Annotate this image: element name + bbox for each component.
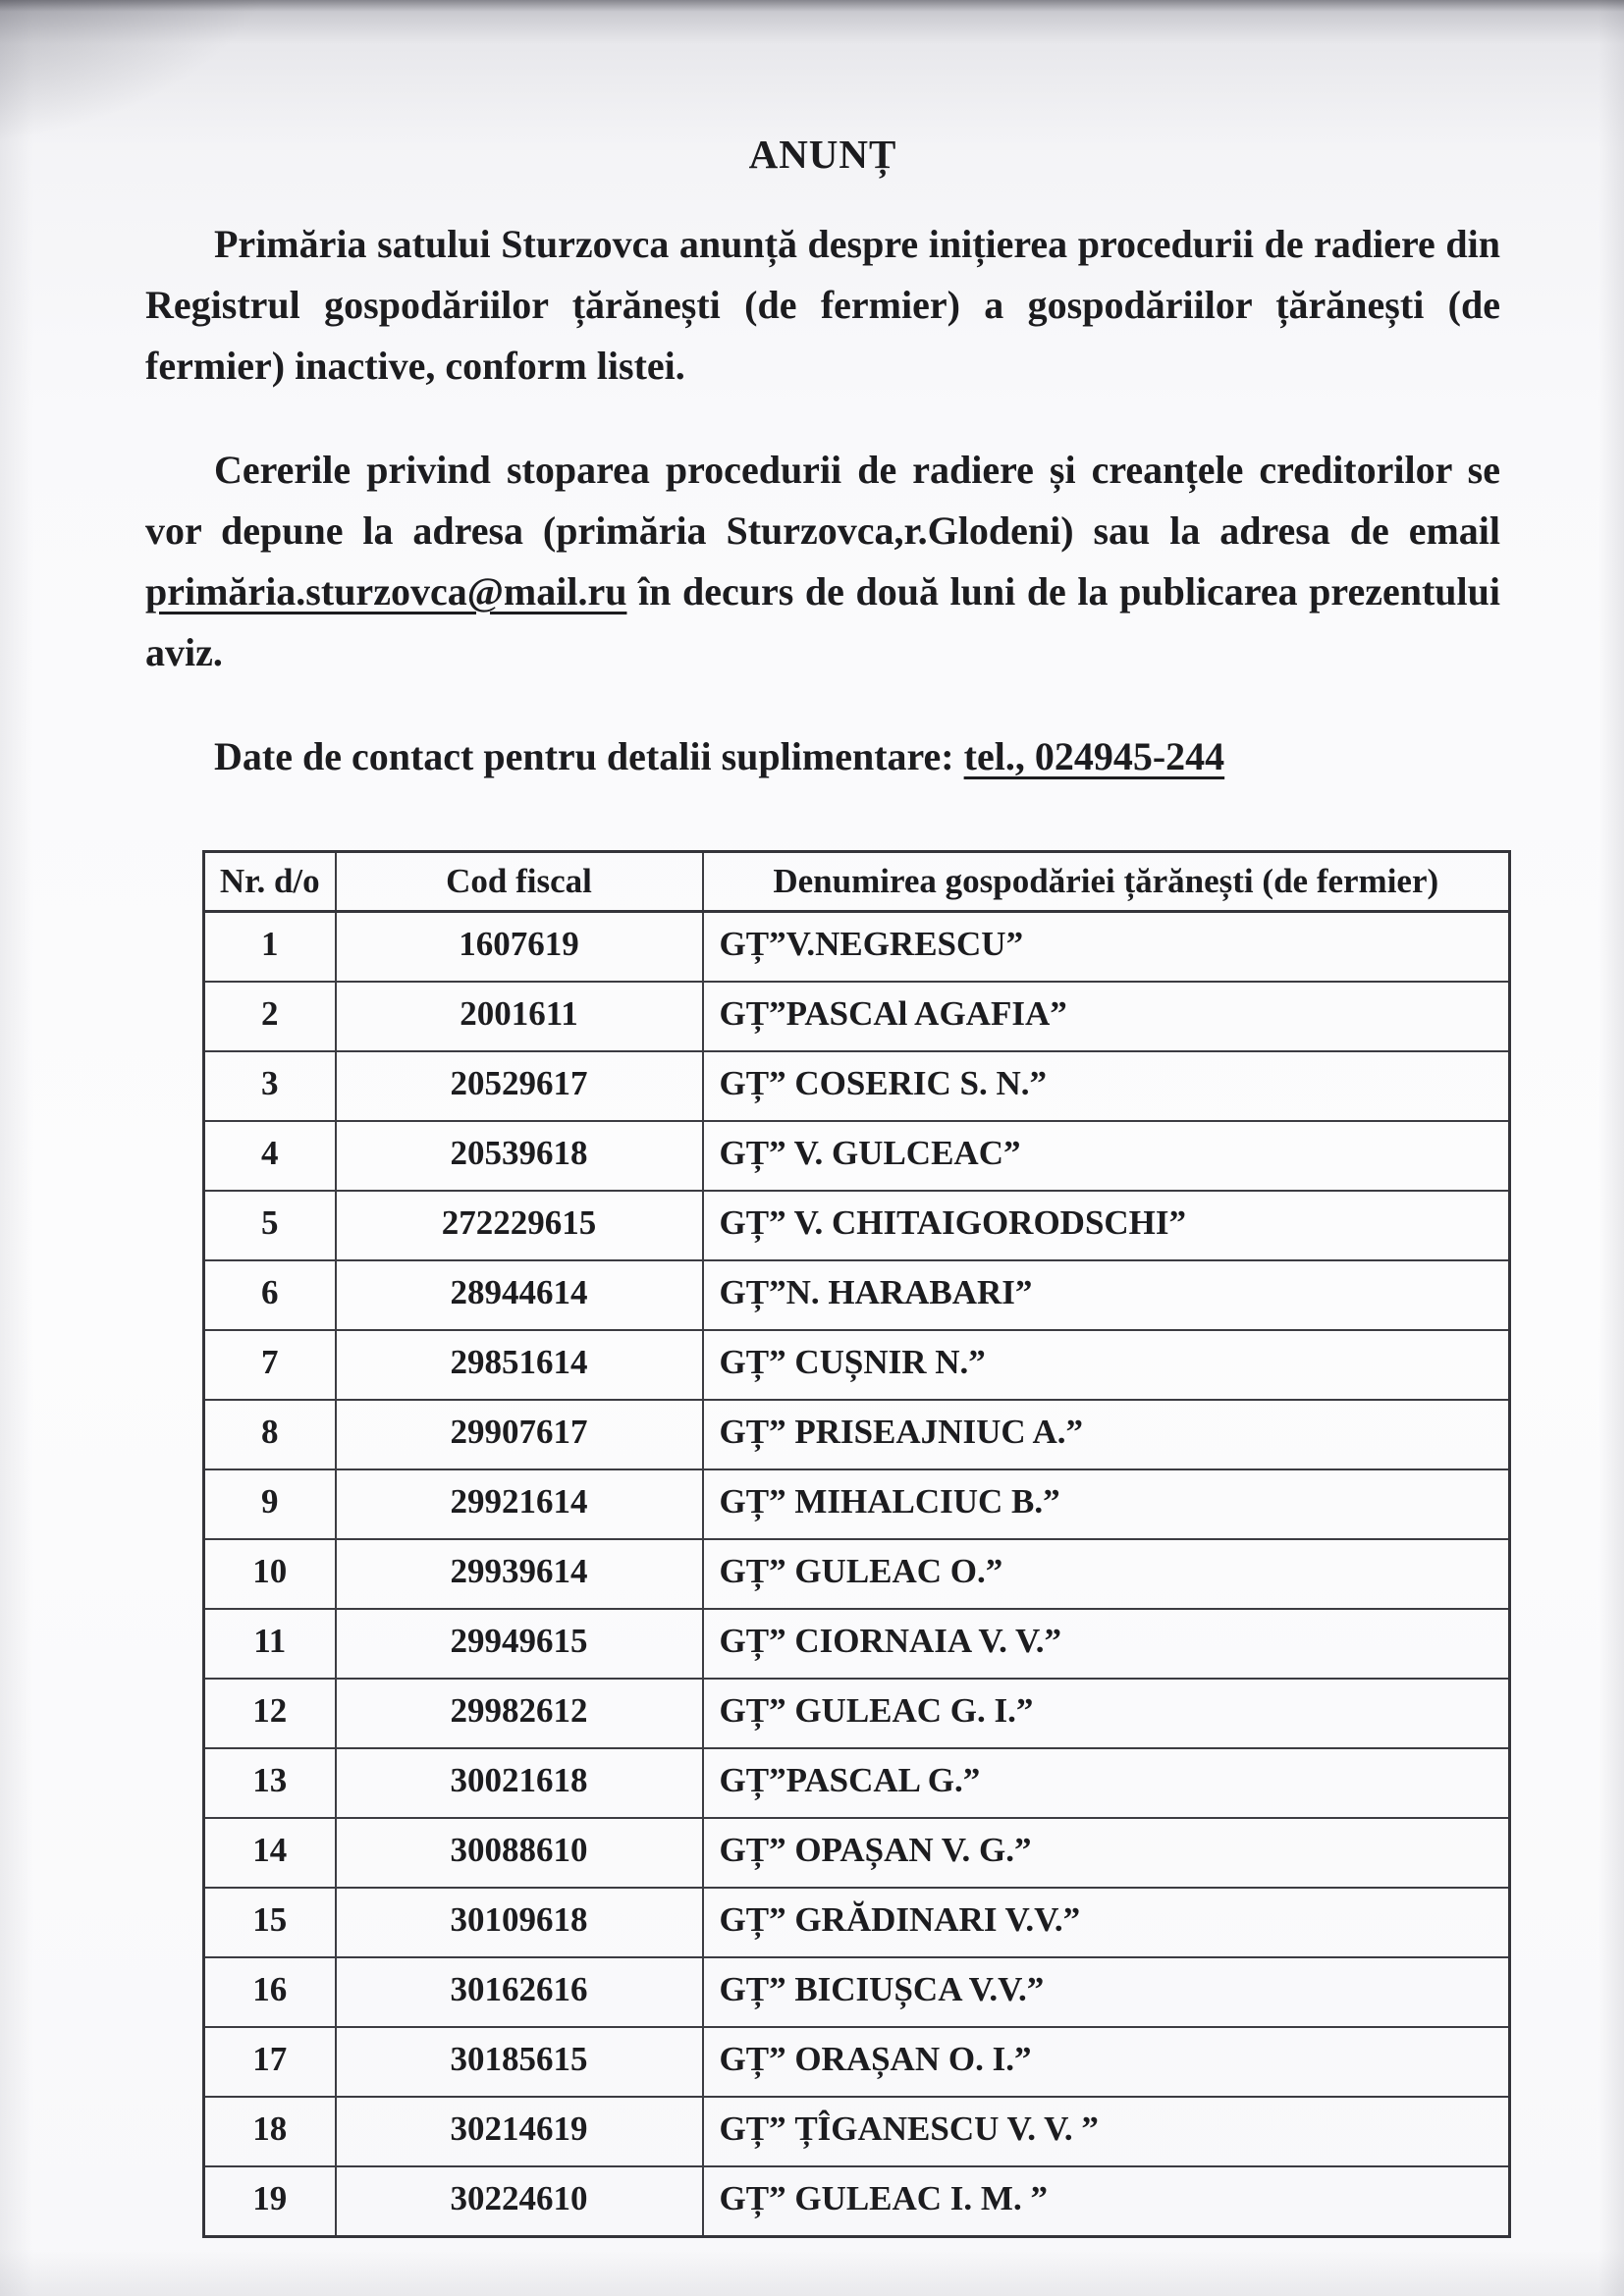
cell-denumire: GȚ” COSERIC S. N.” bbox=[703, 1051, 1510, 1121]
cell-cod: 2001611 bbox=[336, 982, 703, 1051]
cell-cod: 29949615 bbox=[336, 1609, 703, 1679]
table-body bbox=[204, 912, 1510, 2237]
cell-denumire: GȚ” OPAȘAN V. G.” bbox=[703, 1818, 1510, 1888]
cell-nr: 5 bbox=[204, 1191, 336, 1260]
cell-nr: 7 bbox=[204, 1330, 336, 1400]
col-header-nr: Nr. d/o bbox=[204, 852, 336, 912]
contact-line bbox=[145, 726, 1500, 787]
table-row bbox=[204, 1748, 1510, 1818]
cell-denumire: GȚ” ORAȘAN O. I.” bbox=[703, 2027, 1510, 2097]
cell-nr: 10 bbox=[204, 1539, 336, 1609]
cell-denumire: GȚ” V. CHITAIGORODSCHI” bbox=[703, 1191, 1510, 1260]
cell-denumire: GȚ” V. GULCEAC” bbox=[703, 1121, 1510, 1191]
cell-cod: 20529617 bbox=[336, 1051, 703, 1121]
col-header-denumire: Denumirea gospodăriei țărănești (de fermier) bbox=[703, 852, 1510, 912]
cell-nr: 14 bbox=[204, 1818, 336, 1888]
table-row bbox=[204, 1818, 1510, 1888]
table-row bbox=[204, 1679, 1510, 1748]
cell-cod: 272229615 bbox=[336, 1191, 703, 1260]
cell-cod: 29851614 bbox=[336, 1330, 703, 1400]
cell-nr: 2 bbox=[204, 982, 336, 1051]
table-row bbox=[204, 1051, 1510, 1121]
cell-denumire: GȚ”V.NEGRESCU” bbox=[703, 912, 1510, 983]
cell-cod: 29907617 bbox=[336, 1400, 703, 1469]
cell-cod: 30109618 bbox=[336, 1888, 703, 1957]
cell-denumire: GȚ” CIORNAIA V. V.” bbox=[703, 1609, 1510, 1679]
cell-cod: 30185615 bbox=[336, 2027, 703, 2097]
table-header bbox=[204, 852, 1510, 912]
cell-denumire: GȚ” BICIUȘCA V.V.” bbox=[703, 1957, 1510, 2027]
cell-cod: 30214619 bbox=[336, 2097, 703, 2166]
cell-nr: 13 bbox=[204, 1748, 336, 1818]
cell-nr: 11 bbox=[204, 1609, 336, 1679]
cell-cod: 30162616 bbox=[336, 1957, 703, 2027]
cell-nr: 8 bbox=[204, 1400, 336, 1469]
cell-denumire: GȚ” GULEAC G. I.” bbox=[703, 1679, 1510, 1748]
table-row bbox=[204, 1121, 1510, 1191]
cell-nr: 6 bbox=[204, 1260, 336, 1330]
cell-denumire: GȚ” MIHALCIUC B.” bbox=[703, 1469, 1510, 1539]
table-row bbox=[204, 1469, 1510, 1539]
cell-nr: 15 bbox=[204, 1888, 336, 1957]
cell-nr: 4 bbox=[204, 1121, 336, 1191]
table-row bbox=[204, 1400, 1510, 1469]
cell-cod: 30021618 bbox=[336, 1748, 703, 1818]
contact-phone: tel., 024945-244 bbox=[963, 734, 1225, 778]
email-link[interactable]: primăria.sturzovca@mail.ru bbox=[145, 569, 627, 614]
cell-denumire: GȚ” PRISEAJNIUC A.” bbox=[703, 1400, 1510, 1469]
table-row bbox=[204, 912, 1510, 983]
page-title: ANUNȚ bbox=[748, 132, 897, 177]
cell-nr: 19 bbox=[204, 2166, 336, 2237]
cell-cod: 30224610 bbox=[336, 2166, 703, 2237]
paragraph-intro-text: Primăria satului Sturzovca anunță despre inițierea procedurii de radiere din Registrul gospodăriilor țărănești (de fermier) a gospodăriilor țărănești (de fermier) inactive, conform listei. bbox=[145, 222, 1500, 388]
table-row bbox=[204, 1888, 1510, 1957]
cell-denumire: GȚ”PASCAL G.” bbox=[703, 1748, 1510, 1818]
cell-denumire: GȚ” GULEAC O.” bbox=[703, 1539, 1510, 1609]
cell-denumire: GȚ”N. HARABARI” bbox=[703, 1260, 1510, 1330]
cell-nr: 3 bbox=[204, 1051, 336, 1121]
table-row bbox=[204, 2097, 1510, 2166]
cell-cod: 29982612 bbox=[336, 1679, 703, 1748]
cell-nr: 18 bbox=[204, 2097, 336, 2166]
households-table bbox=[202, 850, 1511, 2238]
table-header-row bbox=[204, 852, 1510, 912]
cell-cod: 20539618 bbox=[336, 1121, 703, 1191]
table-row bbox=[204, 1260, 1510, 1330]
cell-nr: 1 bbox=[204, 912, 336, 983]
paragraph-requests-text-after: în decurs de două luni de la publicarea prezentului aviz. bbox=[145, 569, 1500, 674]
cell-nr: 12 bbox=[204, 1679, 336, 1748]
cell-cod: 29939614 bbox=[336, 1539, 703, 1609]
cell-denumire: GȚ” GRĂDINARI V.V.” bbox=[703, 1888, 1510, 1957]
cell-denumire: GȚ” CUȘNIR N.” bbox=[703, 1330, 1510, 1400]
cell-denumire: GȚ” GULEAC I. M. ” bbox=[703, 2166, 1510, 2237]
cell-cod: 30088610 bbox=[336, 1818, 703, 1888]
cell-cod: 28944614 bbox=[336, 1260, 703, 1330]
cell-nr: 16 bbox=[204, 1957, 336, 2027]
table-row bbox=[204, 1191, 1510, 1260]
cell-nr: 9 bbox=[204, 1469, 336, 1539]
cell-denumire: GȚ” ȚÎGANESCU V. V. ” bbox=[703, 2097, 1510, 2166]
paragraph-requests-text-before: Cererile privind stoparea procedurii de radiere și creanțele creditorilor se vor depune la adresa (primăria Sturzovca,r.Glodeni) sau la adresa de email bbox=[145, 448, 1500, 553]
table-row bbox=[204, 1957, 1510, 2027]
table-row bbox=[204, 1609, 1510, 1679]
cell-nr: 17 bbox=[204, 2027, 336, 2097]
cell-denumire: GȚ”PASCAl AGAFIA” bbox=[703, 982, 1510, 1051]
table-row bbox=[204, 1330, 1510, 1400]
col-header-cod-fiscal: Cod fiscal bbox=[336, 852, 703, 912]
cell-cod: 1607619 bbox=[336, 912, 703, 983]
table-row bbox=[204, 2166, 1510, 2237]
table-row bbox=[204, 982, 1510, 1051]
contact-label: Date de contact pentru detalii suplimentare: bbox=[214, 734, 964, 778]
table-row bbox=[204, 2027, 1510, 2097]
paragraph-requests bbox=[145, 440, 1500, 683]
cell-cod: 29921614 bbox=[336, 1469, 703, 1539]
table-row bbox=[204, 1539, 1510, 1609]
paragraph-intro bbox=[145, 214, 1500, 397]
